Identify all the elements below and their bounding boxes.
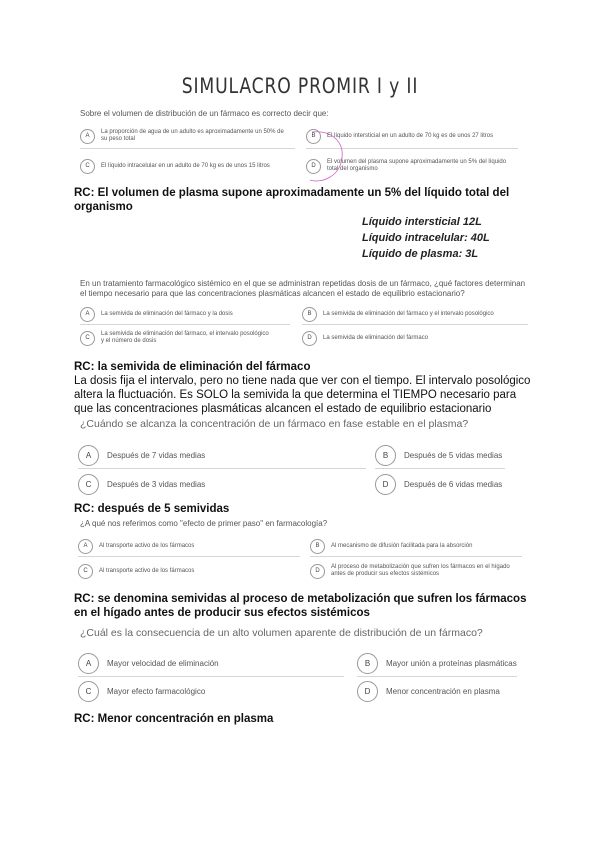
note-intracellular: Líquido intracelular: 40L (362, 232, 490, 244)
option-letter: A (78, 539, 93, 554)
q1-option-c[interactable] (80, 154, 295, 178)
note-plasma: Líquido de plasma: 3L (362, 248, 479, 260)
option-text: La semivida de eliminación del fármaco (323, 334, 429, 341)
option-letter: B (306, 129, 321, 144)
option-text: Mayor efecto farmacológico (107, 686, 206, 696)
option-text: Al mecanismo de difusión facilitada para la absorción (331, 542, 473, 549)
answer-5: RC: Menor concentración en plasma (74, 713, 274, 725)
q2-option-a[interactable] (80, 304, 290, 325)
option-text: El líquido intersticial en un adulto de 70 kg es de unos 27 litros (327, 132, 494, 139)
note-interstitial: Líquido intersticial 12L (362, 216, 482, 228)
q1-option-a[interactable] (80, 124, 295, 149)
q3-option-a[interactable] (78, 442, 366, 469)
option-text: La semivida de eliminación del fármaco y el intervalo posológico (323, 310, 494, 317)
q3-option-b[interactable] (375, 442, 505, 469)
answer-1: RC: El volumen de plasma supone aproximadamente un 5% del líquido total del organismo (74, 187, 510, 213)
option-letter: C (80, 159, 95, 174)
answer-4: RC: se denomina semividas al proceso de metabolización que sufren los fármacos en el hígado antes de producir sus efectos sistémicos (74, 593, 527, 619)
answer-2: RC: la semivida de eliminación del fármaco (74, 361, 311, 373)
q4-option-c[interactable] (78, 560, 300, 582)
q4-option-d[interactable] (310, 560, 522, 582)
option-text: El volumen del plasma supone aproximadamente un 5% del líquido total del organismo (327, 159, 507, 172)
option-letter: A (80, 129, 95, 144)
option-letter: B (375, 445, 396, 466)
option-letter: D (310, 564, 325, 579)
option-letter: A (78, 653, 99, 674)
option-letter: D (306, 159, 321, 174)
q4-option-a[interactable] (78, 536, 300, 557)
option-text: Después de 7 vidas medias (107, 450, 206, 460)
option-letter: B (302, 307, 317, 322)
q5-option-c[interactable] (78, 678, 344, 704)
option-letter: D (302, 331, 317, 346)
option-letter: B (357, 653, 378, 674)
option-text: Mayor unión a proteínas plasmáticas (386, 658, 517, 668)
option-text: Al transporte activo de los fármacos (99, 542, 195, 549)
question-3: ¿Cuándo se alcanza la concentración de un fármaco en fase estable en el plasma? (80, 418, 469, 430)
option-text: Después de 5 vidas medias (404, 450, 503, 460)
q3-option-d[interactable] (375, 471, 505, 497)
option-text: El líquido intracelular en un adulto de 70 kg es de unos 15 litros (101, 162, 270, 169)
q2-option-c[interactable] (80, 327, 290, 349)
q4-option-b[interactable] (310, 536, 522, 557)
option-text: La proporción de agua de un adulto es aproximadamente un 50% de su peso total (101, 129, 284, 142)
option-text: La semivida de eliminación del fármaco, el intervalo posológico y el número de dosis (101, 331, 269, 344)
explanation-2: La dosis fija el intervalo, pero no tiene nada que ver con el tiempo. El intervalo posológico altera la fluctuación. Es SOLO la semivida la que determina el TIEMPO necesario para que las concentraciones plasmáticas alcancen el estado de equilibrio estacionario (74, 375, 531, 415)
option-letter: A (80, 307, 95, 322)
page-title: SIMULACRO PROMIR I y II (181, 74, 419, 98)
question-4: ¿A qué nos referimos como "efecto de primer paso" en farmacología? (80, 519, 328, 528)
option-letter: C (78, 474, 99, 495)
option-letter: D (375, 474, 396, 495)
option-letter: C (78, 681, 99, 702)
option-text: Después de 3 vidas medias (107, 479, 206, 489)
question-5: ¿Cuál es la consecuencia de un alto volumen aparente de distribución de un fármaco? (80, 627, 483, 639)
option-text: Al transporte activo de los fármacos (99, 567, 195, 574)
question-1: Sobre el volumen de distribución de un fármaco es correcto decir que: (80, 109, 329, 118)
q5-option-b[interactable] (357, 650, 517, 677)
pen-mark-scribble (282, 128, 372, 188)
option-text: La semivida de eliminación del fármaco y la dosis (101, 310, 233, 317)
q3-option-c[interactable] (78, 471, 366, 497)
option-letter: C (80, 331, 95, 346)
option-letter: C (78, 564, 93, 579)
option-letter: A (78, 445, 99, 466)
question-2: En un tratamiento farmacológico sistémico en el que se administran repetidas dosis de un fármaco, ¿qué factores determinan el tiempo necesario para que las concentraciones plasmáticas alcancen el estado de equilibrio estacionario? (80, 279, 526, 298)
answer-3: RC: después de 5 semividas (74, 503, 230, 515)
option-text: Después de 6 vidas medias (404, 479, 503, 489)
q5-option-a[interactable] (78, 650, 344, 677)
option-text: Mayor velocidad de eliminación (107, 658, 219, 668)
option-letter: D (357, 681, 378, 702)
option-letter: B (310, 539, 325, 554)
option-text: Menor concentración en plasma (386, 686, 500, 696)
q5-option-d[interactable] (357, 678, 517, 704)
option-text: Al proceso de metabolización que sufren los fármacos en el hígado antes de producir sus efectos sistémicos (331, 564, 510, 577)
q2-option-d[interactable] (302, 327, 528, 349)
q2-option-b[interactable] (302, 304, 528, 325)
